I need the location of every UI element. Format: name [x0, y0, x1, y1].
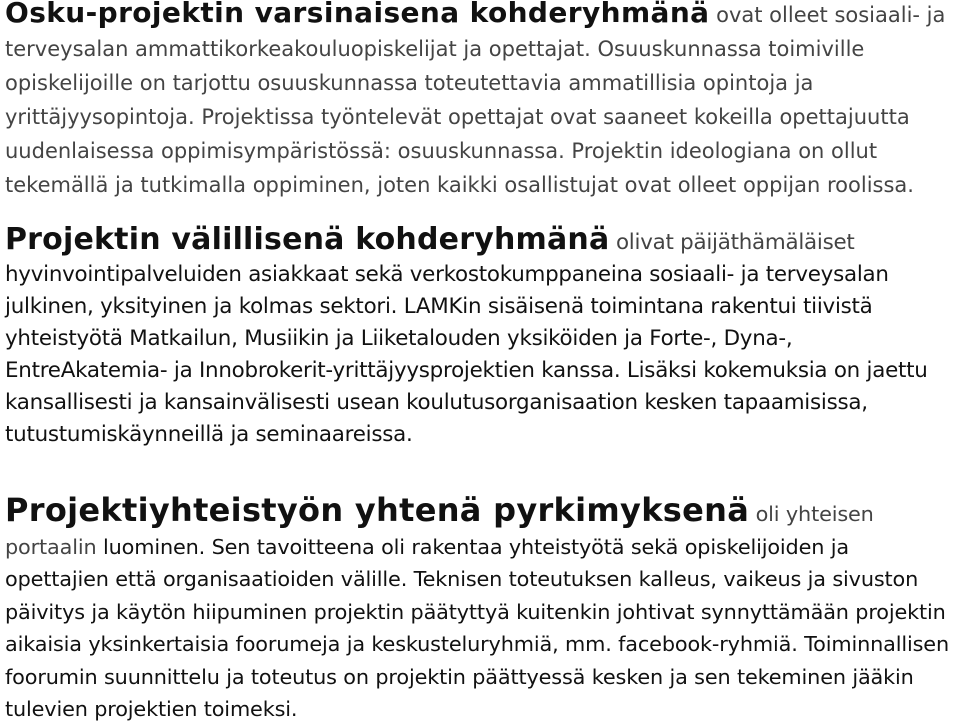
paragraph-indirect-lead-text: olivat päijäthämäläiset: [609, 230, 855, 255]
heading-target-group: Osku-projektin varsinaisena kohderyhmänä: [5, 0, 710, 29]
paragraph-indirect-text: hyvinvointipalveluiden asiakkaat sekä verkostokumppaneina sosiaali- ja terveysalan julkinen, yksityinen ja kolmas sektori. LAMKin sisäisenä toimintana rakentui tiivistä yhteistyötä Matkailun, Musiikin ja Liiketalouden yksiköiden ja Forte-, Dyna-, EntreAkatemia- ja Innobrokerit-yrittäjyysprojektien kanssa. Lisäksi kokemuksia on jaettu kansallisesti ja kansainvälisesti usean koulutusorganisaation kesken tapaamisissa, tutustumiskäynneillä ja seminaareissa.: [5, 262, 928, 447]
paragraph-cooperation-goal: [5, 491, 955, 726]
paragraph-indirect-target-group: [5, 224, 953, 451]
paragraph-cooperation-text: luominen. Sen tavoitteena oli rakentaa yhteistyötä sekä opiskelijoiden ja opettajien että organisaatioiden välille. Teknisen toteutuksen kalleus, vaikeus ja sivuston päivitys ja käytön hiipuminen projektin päätyttyä kuitenkin johtivat synnyttämään projektin aikaisia yksinkertaisia foorumeja ja keskusteluryhmiä, mm. facebook-ryhmiä. Toiminnallisen foorumin suunnittelu ja toteutus on projektin päättyessä kesken ja sen tekeminen jääkin tulevien projektien toimeksi.: [5, 534, 949, 721]
paragraph-target-group: [5, 0, 955, 202]
heading-indirect-target-group: Projektin välillisenä kohderyhmänä: [5, 222, 610, 257]
paragraph-target-group-text: ovat olleet sosiaali- ja terveysalan ammattikorkeakouluopiskelijat ja opettajat. Osuuskunnassa toimiville opiskelijoille on tarjottu osuuskunnassa toteutettavia ammatillisia opintoja ja yrittäjyysopintoja. Projektissa työntelevät opettajat ovat saaneet kokeilla opettajuutta uudenlaisessa oppimisympäristössä: osuuskunnassa. Projektin ideologiana on ollut tekemällä ja tutkimalla oppiminen, joten kaikki osallistujat ovat olleet oppijan roolissa.: [5, 3, 946, 197]
heading-cooperation-goal: Projektiyhteistyön yhtenä pyrkimyksenä: [5, 491, 750, 529]
paragraph-cooperation-lead-text: oli yhteisen portaalin: [5, 502, 874, 559]
